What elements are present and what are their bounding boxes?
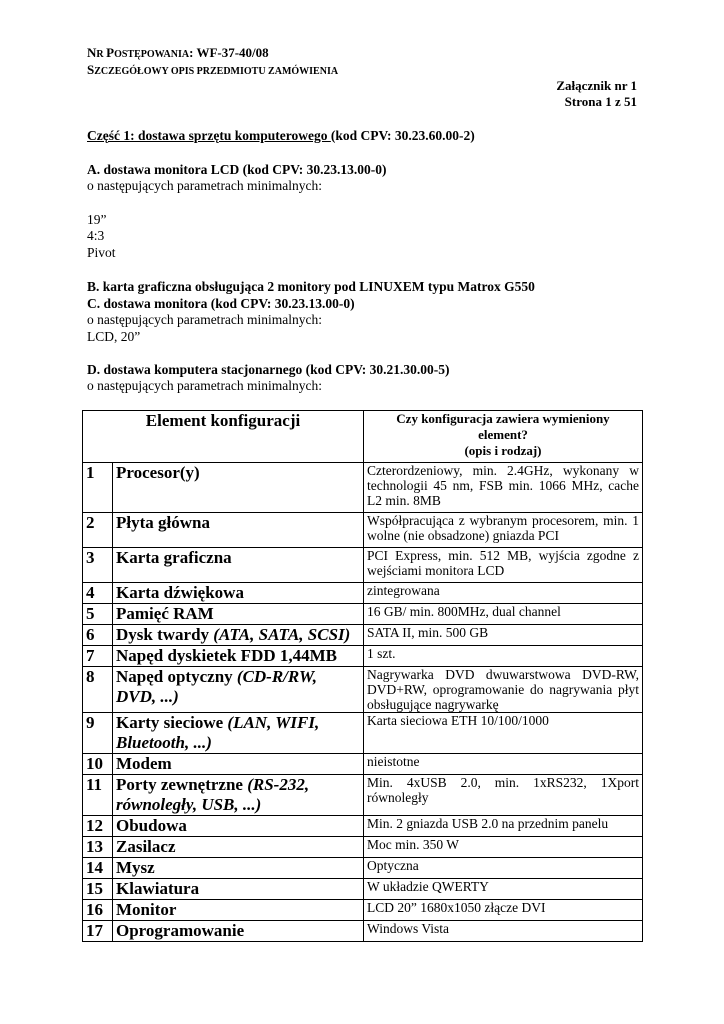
subtitle-cap: S: [87, 62, 95, 77]
table-row: [83, 921, 643, 942]
row-number: 12: [83, 816, 113, 837]
row-number: 9: [83, 713, 113, 754]
element-name-text: Porty zewnętrzne: [116, 775, 248, 794]
part-title-underlined: Część 1: dostawa sprzętu komputerowego: [87, 128, 331, 143]
row-element-name: [113, 921, 364, 942]
row-element-name: [113, 548, 364, 583]
element-name-text: Karta graficzna: [116, 548, 232, 567]
section-c-title: C. dostawa monitora (kod CPV: 30.23.13.00-0): [87, 296, 355, 311]
question-line: element?: [478, 427, 528, 442]
table-row: [83, 879, 643, 900]
element-name-text: Karta dźwiękowa: [116, 583, 244, 602]
table-row: [83, 646, 643, 667]
document-subtitle: [87, 61, 338, 79]
row-element-name: [113, 625, 364, 646]
table-row: [83, 548, 643, 583]
part-title: [87, 128, 475, 144]
section-d-intro: o następujących parametrach minimalnych:: [87, 378, 323, 393]
row-number: 2: [83, 513, 113, 548]
row-description: Nagrywarka DVD dwuwarstwowa DVD-RW, DVD+RW, oprogramowanie do nagrywania płyt obsługujące nagrywarkę: [364, 667, 643, 713]
row-description: zintegrowana: [364, 583, 643, 604]
row-element-name: [113, 879, 364, 900]
element-name-text: Procesor(y): [116, 463, 200, 482]
table-row: [83, 463, 643, 513]
element-name-text: Dysk twardy: [116, 625, 214, 644]
column-header-question: [364, 411, 643, 463]
attachment-info: [556, 78, 637, 110]
table-row: [83, 900, 643, 921]
row-number: 3: [83, 548, 113, 583]
element-name-examples: (RS-232, równoległy, USB, ...): [116, 775, 310, 814]
table-row: [83, 667, 643, 713]
row-number: 8: [83, 667, 113, 713]
row-description: Min. 4xUSB 2.0, min. 1xRS232, 1Xport równoległy: [364, 775, 643, 816]
section-b-title: B. karta graficzna obsługująca 2 monitory pod LINUXEM typu Matrox G550: [87, 279, 535, 294]
row-description: nieistotne: [364, 754, 643, 775]
row-element-name: [113, 858, 364, 879]
row-element-name: [113, 837, 364, 858]
page-number: Strona 1 z 51: [564, 94, 637, 109]
table-row: [83, 583, 643, 604]
element-name-text: Napęd optyczny: [116, 667, 237, 686]
table-header-row: [83, 411, 643, 463]
element-name-examples: (CD-R/RW, DVD, ...): [116, 667, 318, 706]
row-number: 14: [83, 858, 113, 879]
section-a-intro: o następujących parametrach minimalnych:: [87, 178, 323, 193]
question-line: (opis i rodzaj): [464, 443, 542, 458]
row-description: W układzie QWERTY: [364, 879, 643, 900]
row-description: 16 GB/ min. 800MHz, dual channel: [364, 604, 643, 625]
row-number: 10: [83, 754, 113, 775]
row-element-name: [113, 646, 364, 667]
section-a-param: 4:3: [87, 228, 105, 243]
proc-number-value: : WF-37-40/08: [189, 45, 269, 60]
proc-label-part: R: [96, 49, 107, 60]
procurement-number: [87, 44, 269, 62]
element-name-text: Oprogramowanie: [116, 921, 245, 940]
row-description: SATA II, min. 500 GB: [364, 625, 643, 646]
row-element-name: [113, 667, 364, 713]
section-c-intro: o następujących parametrach minimalnych:: [87, 312, 323, 327]
row-element-name: [113, 816, 364, 837]
element-name-text: Pamięć RAM: [116, 604, 214, 623]
element-name-text: Obudowa: [116, 816, 187, 835]
row-number: 15: [83, 879, 113, 900]
element-name-text: Monitor: [116, 900, 177, 919]
row-description: Karta sieciowa ETH 10/100/1000: [364, 713, 643, 754]
row-number: 13: [83, 837, 113, 858]
row-element-name: [113, 583, 364, 604]
table-row: [83, 513, 643, 548]
row-number: 16: [83, 900, 113, 921]
row-description: Optyczna: [364, 858, 643, 879]
attachment-label: Załącznik nr 1: [556, 78, 637, 93]
row-element-name: [113, 513, 364, 548]
section-a-param: Pivot: [87, 245, 116, 260]
row-number: 6: [83, 625, 113, 646]
column-header-element: Element konfiguracji: [83, 411, 364, 463]
section-a-param: 19”: [87, 212, 107, 227]
row-description: Windows Vista: [364, 921, 643, 942]
row-description: Moc min. 350 W: [364, 837, 643, 858]
element-name-text: Modem: [116, 754, 172, 773]
row-number: 17: [83, 921, 113, 942]
element-name-examples: (ATA, SATA, SCSI): [213, 625, 351, 644]
row-element-name: [113, 713, 364, 754]
row-number: 1: [83, 463, 113, 513]
row-element-name: [113, 775, 364, 816]
table-row: [83, 837, 643, 858]
table-row: [83, 713, 643, 754]
row-element-name: [113, 604, 364, 625]
section-d-title: D. dostawa komputera stacjonarnego (kod CPV: 30.21.30.00-5): [87, 362, 450, 377]
row-element-name: [113, 463, 364, 513]
row-description: PCI Express, min. 512 MB, wyjścia zgodne z wejściami monitora LCD: [364, 548, 643, 583]
row-number: 11: [83, 775, 113, 816]
proc-label-part: OSTĘPOWANIA: [114, 49, 190, 60]
row-description: Min. 2 gniazda USB 2.0 na przednim panelu: [364, 816, 643, 837]
row-description: LCD 20” 1680x1050 złącze DVI: [364, 900, 643, 921]
proc-label-part: N: [87, 45, 97, 60]
table-row: [83, 775, 643, 816]
element-name-text: Klawiatura: [116, 879, 200, 898]
element-name-text: Napęd dyskietek FDD 1,44MB: [116, 646, 338, 665]
element-name-examples: (LAN, WIFI, Bluetooth, ...): [116, 713, 320, 752]
subtitle-rest: ZCZEGÓŁOWY OPIS PRZEDMIOTU ZAMÓWIENIA: [94, 66, 339, 77]
element-name-text: Zasilacz: [116, 837, 176, 856]
table-row: [83, 858, 643, 879]
element-name-text: Mysz: [116, 858, 155, 877]
question-line: Czy konfiguracja zawiera wymieniony: [396, 411, 610, 426]
row-element-name: [113, 900, 364, 921]
proc-label-part: P: [106, 45, 115, 60]
section-c-param: LCD, 20”: [87, 329, 141, 344]
table-row: [83, 754, 643, 775]
row-description: Czterordzeniowy, min. 2.4GHz, wykonany w technologii 45 nm, FSB min. 1066 MHz, cache L2 min. 8MB: [364, 463, 643, 513]
row-element-name: [113, 754, 364, 775]
table-row: [83, 604, 643, 625]
element-name-text: Płyta główna: [116, 513, 210, 532]
table-row: [83, 625, 643, 646]
row-description: 1 szt.: [364, 646, 643, 667]
section-a-title: A. dostawa monitora LCD (kod CPV: 30.23.13.00-0): [87, 162, 387, 177]
row-number: 5: [83, 604, 113, 625]
table-row: [83, 816, 643, 837]
configuration-table: [82, 410, 643, 942]
element-name-text: Karty sieciowe: [116, 713, 228, 732]
row-number: 4: [83, 583, 113, 604]
row-number: 7: [83, 646, 113, 667]
part-title-cpv: (kod CPV: 30.23.60.00-2): [330, 128, 475, 143]
row-description: Współpracująca z wybranym procesorem, min. 1 wolne (nie obsadzone) gniazda PCI: [364, 513, 643, 548]
